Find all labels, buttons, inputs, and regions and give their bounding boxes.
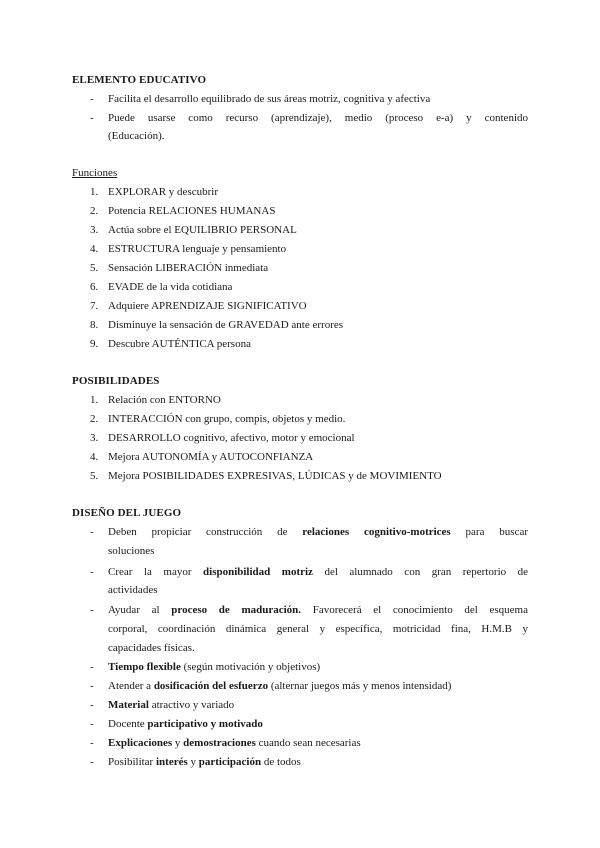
list-item: Mejora AUTONOMÍA y AUTOCONFIANZA — [108, 451, 314, 463]
list-item: Actúa sobre el EQUILIBRIO PERSONAL — [108, 224, 297, 236]
bullet-dash: - — [90, 661, 94, 673]
bullet-dash: - — [90, 112, 94, 124]
list-number: 7. — [90, 300, 99, 312]
list-item: Relación con ENTORNO — [108, 394, 221, 406]
bullet-dash: - — [90, 680, 94, 692]
section-heading-diseno: DISEÑO DEL JUEGO — [72, 507, 182, 519]
list-number: 1. — [90, 394, 99, 406]
list-number: 5. — [90, 262, 99, 274]
list-item: Tiempo flexible (según motivación y objetivos) — [108, 661, 321, 673]
list-item-continuation: capacidades físicas. — [108, 642, 195, 654]
list-item: Potencia RELACIONES HUMANAS — [108, 205, 276, 217]
list-item: EXPLORAR y descubrir — [108, 186, 218, 198]
list-item: Facilita el desarrollo equilibrado de sus áreas motriz, cognitiva y afectiva — [108, 93, 431, 105]
list-number: 6. — [90, 281, 99, 293]
list-number: 9. — [90, 338, 99, 350]
list-number: 1. — [90, 186, 99, 198]
list-item: Ayudar al proceso de maduración. Favorecerá el conocimiento del esquema — [108, 604, 528, 616]
list-item-continuation: corporal, coordinación dinámica general y específica, motricidad fina, H.M.B y — [108, 623, 528, 635]
bullet-dash: - — [90, 699, 94, 711]
list-item: Docente participativo y motivado — [108, 718, 263, 730]
bullet-dash: - — [90, 718, 94, 730]
list-item: Crear la mayor disponibilidad motriz del alumnado con gran repertorio de — [108, 566, 529, 578]
list-number: 2. — [90, 205, 99, 217]
section-heading-elemento: ELEMENTO EDUCATIVO — [72, 74, 207, 86]
list-item: Posibilitar interés y participación de todos — [108, 756, 301, 768]
list-item: Adquiere APRENDIZAJE SIGNIFICATIVO — [108, 300, 307, 312]
bullet-dash: - — [90, 566, 94, 578]
list-item: Disminuye la sensación de GRAVEDAD ante errores — [108, 319, 344, 331]
section-heading-funciones: Funciones — [72, 167, 118, 179]
list-item: Explicaciones y demostraciones cuando sean necesarias — [108, 737, 361, 749]
bullet-dash: - — [90, 737, 94, 749]
list-item: Deben propiciar construcción de relaciones cognitivo-motrices para buscar — [108, 526, 529, 538]
list-item: Sensación LIBERACIÓN inmediata — [108, 262, 269, 274]
list-item: Mejora POSIBILIDADES EXPRESIVAS, LÚDICAS y de MOVIMIENTO — [108, 470, 442, 482]
bullet-dash: - — [90, 526, 94, 538]
bullet-dash: - — [90, 756, 94, 768]
list-item: DESARROLLO cognitivo, afectivo, motor y emocional — [108, 432, 355, 444]
bullet-dash: - — [90, 93, 94, 105]
list-number: 4. — [90, 451, 99, 463]
list-item-continuation: soluciones — [108, 545, 155, 557]
list-number: 8. — [90, 319, 99, 331]
list-item-continuation: (Educación). — [108, 130, 165, 142]
list-number: 5. — [90, 470, 99, 482]
bullet-dash: - — [90, 604, 94, 616]
list-item: Descubre AUTÉNTICA persona — [108, 338, 251, 350]
list-number: 2. — [90, 413, 99, 425]
list-item: Atender a dosificación del esfuerzo (alternar juegos más y menos intensidad) — [108, 680, 452, 692]
list-number: 3. — [90, 432, 99, 444]
list-item-continuation: actividades — [108, 584, 158, 596]
list-number: 4. — [90, 243, 99, 255]
list-number: 3. — [90, 224, 99, 236]
list-item: INTERACCIÓN con grupo, compis, objetos y medio. — [108, 413, 346, 425]
list-item: Material atractivo y variado — [108, 699, 235, 711]
list-item: EVADE de la vida cotidiana — [108, 281, 233, 293]
list-item: ESTRUCTURA lenguaje y pensamiento — [108, 243, 287, 255]
section-heading-posibilidades: POSIBILIDADES — [72, 375, 160, 387]
list-item: Puede usarse como recurso (aprendizaje), medio (proceso e-a) y contenido — [108, 112, 528, 124]
